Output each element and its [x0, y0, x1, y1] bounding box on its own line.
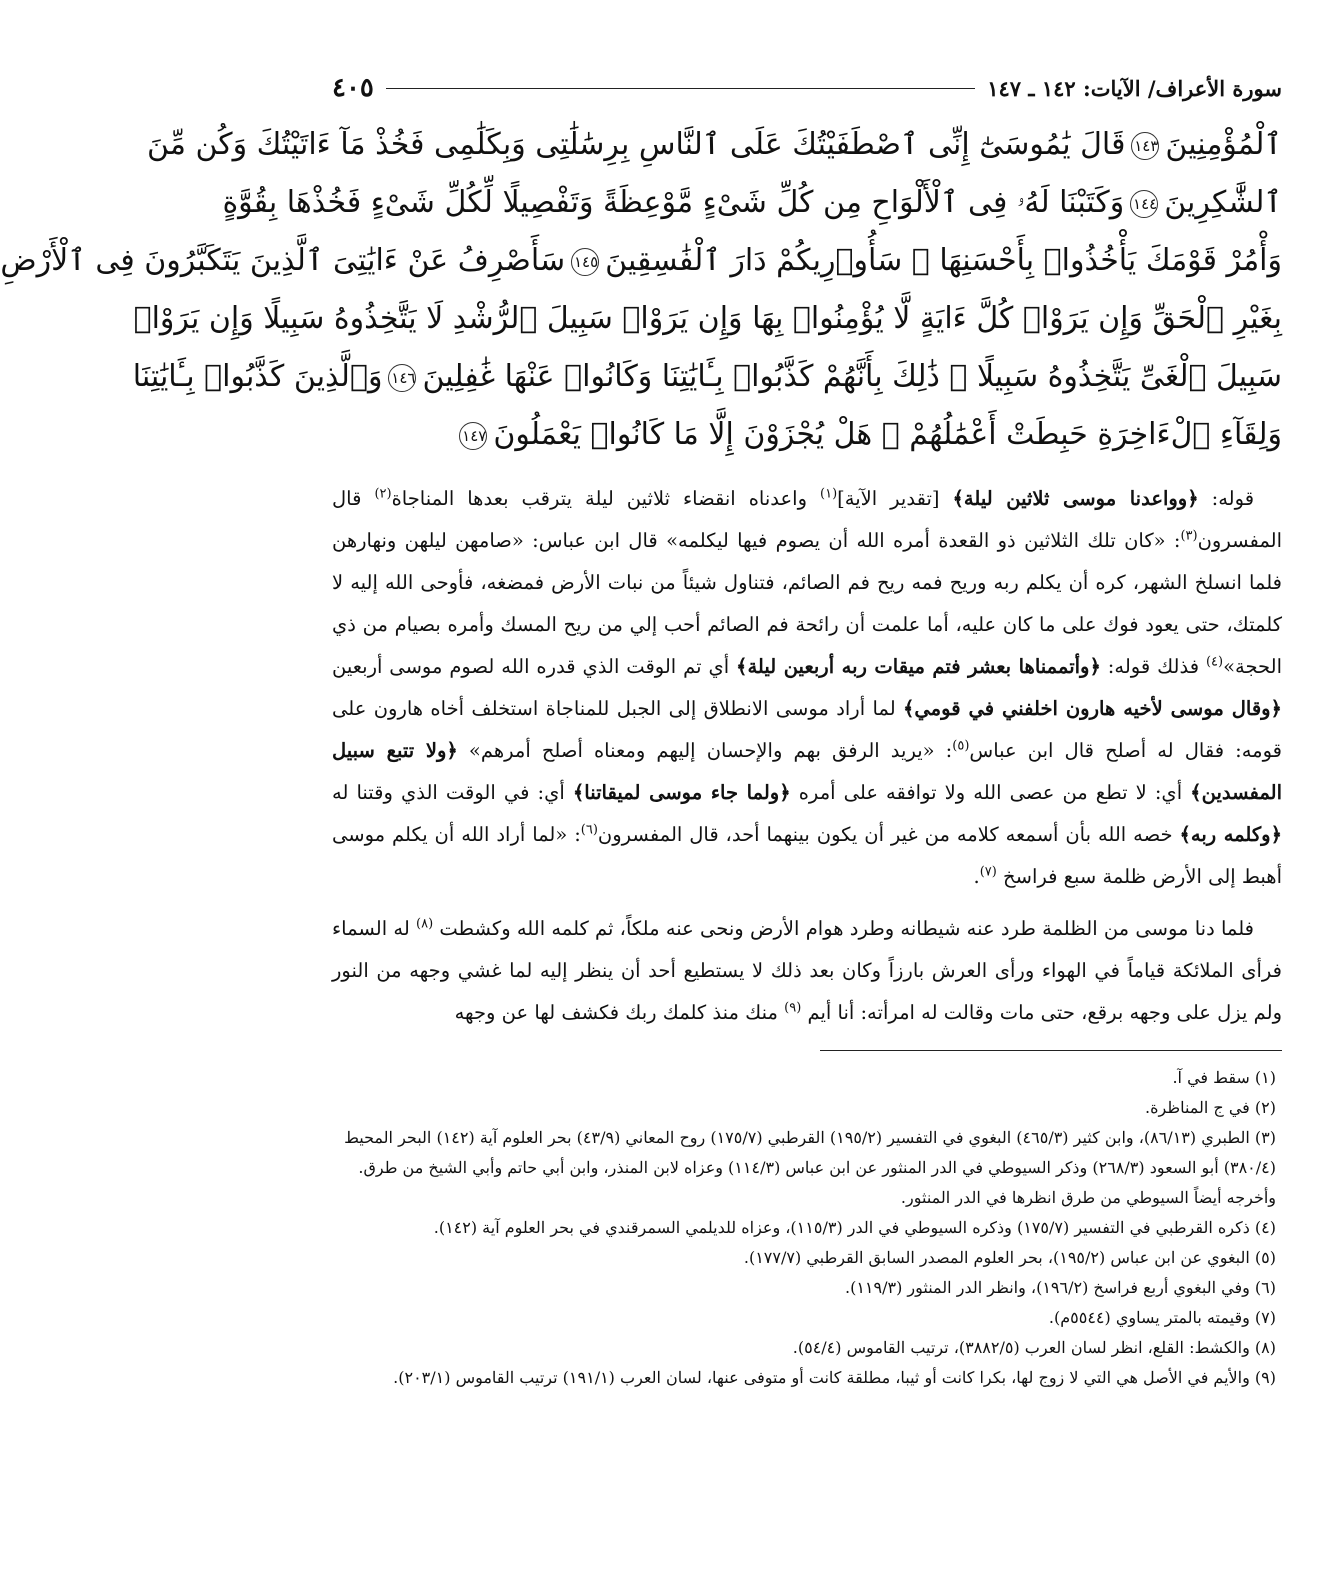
commentary-text-run: أي تم الوقت الذي قدره الله لصوم موسى أربعين — [332, 655, 737, 678]
commentary-text-run: . — [973, 865, 980, 888]
commentary-text-run: [تقدير الآية] — [837, 487, 953, 510]
commentary-paragraph — [332, 908, 1282, 1034]
commentary-text-run: قال المفسرون — [332, 487, 1282, 552]
footnote-reference[interactable]: (٣) — [1180, 528, 1198, 544]
footnote-reference[interactable]: (٧) — [979, 864, 997, 880]
footnote-reference[interactable]: (٢) — [374, 486, 392, 502]
footnote-reference[interactable]: (٨) — [416, 916, 434, 932]
footnotes-list — [332, 1063, 1282, 1393]
commentary-text-run: له السماء فرأى الملائكة قياماً في الهواء ورأى العرش بارزاً وكان بعد ذلك لا يستطيع أحد أن ينظر إليه لما غشي وجهه من النور ولم يزل على وجهه برقع، حتى مات وقالت له امرأته: أنا أيم — [332, 917, 1282, 1024]
commentary-text-run: منك منذ كلمك ربك فكشف لها عن وجهه — [454, 1001, 785, 1024]
commentary-text-run: لما أراد موسى الانطلاق إلى الجبل للمناجاة استخلف أخاه هارون على قومه: فقال له أصلح قال ابن عباس — [332, 697, 1282, 762]
footnote-item: (٦) وفي البغوي أربع فراسخ (١٩٦/٢)، وانظر الدر المنثور (١١٩/٣). — [844, 1278, 1276, 1297]
commentary-text-run: : «لما أراد الله أن يكلم موسى أهبط إلى الأرض ظلمة سبع فراسخ — [332, 823, 1282, 888]
ayah-number-marker: ١٤٣ — [1131, 132, 1159, 160]
commentary-text-run: : «كان تلك الثلاثين ذو القعدة أمره الله أن يصوم فيها ليكلمه» قال ابن عباس: «صامهن ليلهن ونهارهن فلما انسلخ الشهر، كره أن يكلم ربه وريح فمه ريح فم الصائم، فتناول شيئاً من نبات الأرض فمضغه، فأوحى الله إليه لا كلمتك، حتى يعود فوك على ما كان عليه، أما علمت أن رائحة فم الصائم أحب إلي من ريح المسك وأمره بصيام من ذي الحجة» — [332, 529, 1282, 678]
footnote-item: (٥) البغوي عن ابن عباس (١٩٥/٢)، بحر العلوم المصدر السابق القرطبي (١٧٧/٧). — [743, 1248, 1276, 1267]
commentary-text-run: أي: لا تطع من عصى الله ولا توافقه على أمره — [790, 781, 1191, 804]
page — [0, 68, 1282, 1393]
quran-line: وَأْمُرْ قَوْمَكَ يَأْخُذُوا۟ بِأَحْسَنِهَا ۚ سَأُو۟رِيكُمْ دَارَ ٱلْفَٰسِقِينَ١٤٥سَأَصْرِفُ عَنْ ءَايَٰتِىَ ٱلَّذِينَ يَتَكَبَّرُونَ فِى ٱلْأَرْضِ — [0, 243, 1282, 278]
ayah-number-marker: ١٤٧ — [459, 422, 487, 450]
ayah-number-marker: ١٤٤ — [1130, 190, 1158, 218]
quoted-verse: ﴿وقال موسى لأخيه هارون اخلفني في قومي﴾ — [903, 697, 1282, 720]
footnote-item: (١) سقط في آ. — [1172, 1068, 1276, 1087]
quoted-verse: ﴿ولا تتبع سبيل المفسدين﴾ — [332, 739, 1282, 804]
ayah-number-marker: ١٤٥ — [571, 248, 599, 276]
quran-line: ٱلشَّٰكِرِينَ١٤٤وَكَتَبْنَا لَهُۥ فِى ٱلْأَلْوَاحِ مِن كُلِّ شَىْءٍ مَّوْعِظَةً وَتَفْصِيلًا لِّكُلِّ شَىْءٍ فَخُذْهَا بِقُوَّةٍ — [222, 185, 1282, 220]
commentary-text-run: قوله: — [1198, 487, 1255, 510]
footnote-reference[interactable]: (٩) — [784, 1000, 802, 1016]
ayah-number-marker: ١٤٦ — [388, 364, 416, 392]
quoted-verse: ﴿وكلمه ربه﴾ — [1179, 823, 1282, 846]
commentary-text-run: واعدناه انقضاء ثلاثين ليلة يترقب بعدها المناجاة — [391, 487, 821, 510]
quoted-verse: ﴿ولما جاء موسى لميقاتنا﴾ — [572, 781, 791, 804]
quran-text-block — [0, 116, 1282, 464]
commentary-text-run: فلما دنا موسى من الظلمة طرد عنه شيطانه وطرد هوام الأرض ونحى عنه ملكاً، ثم كلمه الله وكشطت — [433, 917, 1254, 940]
commentary-text-run: فذلك قوله: — [1100, 655, 1206, 678]
header-rule — [386, 88, 975, 89]
page-number: ٤٠٥ — [332, 73, 374, 103]
surah-header-title: سورة الأعراف/ الآيات: ١٤٢ ـ ١٤٧ — [987, 75, 1282, 101]
footnote-item: (٣) الطبري (٨٦/١٣)، وابن كثير (٤٦٥/٣) البغوي في التفسير (١٩٥/٢) القرطبي (١٧٥/٧) روح المعاني (٤٣/٩) بحر العلوم آية (١٤٢) البحر المحيط (٣٨٠/٤) أبو السعود (٢٦٨/٣) وذكر السيوطي في الدر المنثور عن ابن عباس (١١٤/٣) وعزاه لابن المنذر، وابن أبي حاتم وأبي الشيخ من طرق. وأخرجه أيضاً السيوطي من طرق انظرها في الدر المنثور. — [344, 1128, 1276, 1207]
commentary-text-run: خصه الله بأن أسمعه كلامه من غير أن يكون بينهما أحد، قال المفسرون — [597, 823, 1180, 846]
footnote-reference[interactable]: (٦) — [580, 822, 598, 838]
footnote-item: (٢) في ج المناظرة. — [1145, 1098, 1276, 1117]
quoted-verse: ﴿وواعدنا موسى ثلاثين ليلة﴾ — [952, 487, 1199, 510]
footnote-separator — [820, 1050, 1282, 1051]
commentary-text-run: أي: في الوقت الذي وقتنا له — [332, 781, 573, 804]
quoted-verse: ﴿وأتممناها بعشر فتم ميقات ربه أربعين ليلة﴾ — [736, 655, 1101, 678]
quran-line: بِغَيْرِ ٱلْحَقِّ وَإِن يَرَوْا۟ كُلَّ ءَايَةٍ لَّا يُؤْمِنُوا۟ بِهَا وَإِن يَرَوْا۟ سَبِيلَ ٱلرُّشْدِ لَا يَتَّخِذُوهُ سَبِيلًا وَإِن يَرَوْا۟ — [133, 301, 1282, 336]
quran-line: وَلِقَآءِ ٱلْءَاخِرَةِ حَبِطَتْ أَعْمَٰلُهُمْ ۚ هَلْ يُجْزَوْنَ إِلَّا مَا كَانُوا۟ يَعْمَلُونَ١٤٧ — [332, 406, 1282, 464]
footnote-item: (٤) ذكره القرطبي في التفسير (١٧٥/٧) وذكره السيوطي في الدر (١١٥/٣)، وعزاه للديلمي السمرقندي في بحر العلوم آية (١٤٢). — [433, 1218, 1276, 1237]
footnote-item: (٧) وقيمته بالمتر يساوي (٥٥٤٤م). — [1048, 1308, 1276, 1327]
quran-line: سَبِيلَ ٱلْغَىِّ يَتَّخِذُوهُ سَبِيلًا ۚ ذَٰلِكَ بِأَنَّهُمْ كَذَّبُوا۟ بِـَٔايَٰتِنَا وَكَانُوا۟ عَنْهَا غَٰفِلِينَ١٤٦وَٱلَّذِينَ كَذَّبُوا۟ بِـَٔايَٰتِنَا — [132, 359, 1282, 394]
commentary-text-run: : «يريد الرفق بهم والإحسان إليهم ومعناه أصلح أمرهم» — [457, 739, 953, 762]
footnote-item: (٨) والكشط: القلع، انظر لسان العرب (٣٨٨٢/٥)، ترتيب القاموس (٥٤/٤). — [792, 1338, 1276, 1357]
footnote-item: (٩) والأيم في الأصل هي التي لا زوج لها، بكرا كانت أو ثيبا، مطلقة كانت أو متوفى عنها، لسان العرب (١٩١/١) ترتيب القاموس (٢٠٣/١). — [393, 1368, 1276, 1387]
commentary-text — [332, 478, 1282, 1034]
footnote-reference[interactable]: (١) — [820, 486, 838, 502]
footnote-reference[interactable]: (٤) — [1205, 654, 1224, 670]
commentary-paragraph — [332, 478, 1282, 898]
quran-line: ٱلْمُؤْمِنِينَ١٤٣قَالَ يَٰمُوسَىٰٓ إِنِّى ٱصْطَفَيْتُكَ عَلَى ٱلنَّاسِ بِرِسَٰلَٰتِى وَبِكَلَٰمِى فَخُذْ مَآ ءَاتَيْتُكَ وَكُن مِّنَ — [147, 127, 1282, 162]
running-head — [332, 68, 1282, 108]
footnote-reference[interactable]: (٥) — [952, 738, 970, 754]
